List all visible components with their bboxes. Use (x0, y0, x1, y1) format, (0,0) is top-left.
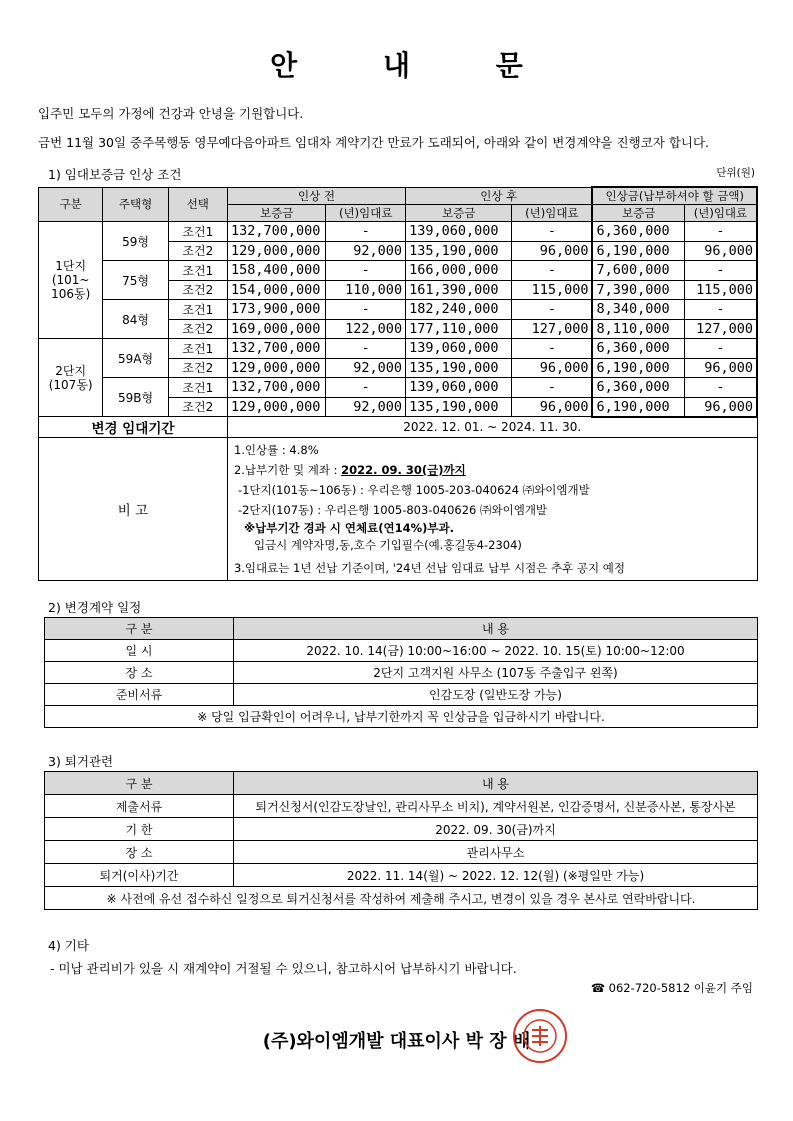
diff-rent: 96,000 (684, 241, 757, 261)
before-deposit: 169,000,000 (227, 319, 325, 339)
header-gubun: 구분 (39, 187, 103, 222)
header-after: 인상 후 (406, 187, 593, 205)
diff-deposit: 7,600,000 (592, 261, 684, 281)
schedule-note: ※ 당일 입금확인이 어려우니, 납부기한까지 꼭 인상금을 입금하시기 바랍니다. (45, 706, 758, 728)
condition-cell: 조건1 (168, 261, 227, 281)
after-deposit: 135,190,000 (406, 358, 512, 378)
house-type: 59A형 (103, 339, 168, 378)
remark-deadline-prefix: 2.납부기한 및 계좌 : (233, 463, 342, 477)
diff-rent: - (684, 300, 757, 320)
header-rent: (년)임대료 (326, 205, 406, 222)
after-rent: - (512, 300, 593, 320)
before-rent: 92,000 (326, 397, 406, 417)
diff-deposit: 6,190,000 (592, 241, 684, 261)
condition-cell: 조건2 (168, 280, 227, 300)
diff-rent: 96,000 (684, 397, 757, 417)
row-label: 일 시 (45, 640, 234, 662)
unit-label: 단위(원) (716, 167, 755, 179)
house-type: 84형 (103, 300, 168, 339)
after-rent: - (512, 261, 593, 281)
after-rent: 115,000 (512, 280, 593, 300)
after-rent: - (512, 378, 593, 398)
after-deposit: 182,240,000 (406, 300, 512, 320)
row-label: 퇴거(이사)기간 (45, 864, 234, 887)
before-deposit: 132,700,000 (227, 378, 325, 398)
before-deposit: 129,000,000 (227, 241, 325, 261)
after-rent: 96,000 (512, 358, 593, 378)
remark-late-fee (234, 520, 751, 536)
after-rent: 96,000 (512, 241, 593, 261)
after-deposit: 166,000,000 (406, 261, 512, 281)
section4-title: 4) 기타 (48, 938, 89, 953)
row-value: 인감도장 (일반도장 가능) (234, 684, 758, 706)
before-rent: 92,000 (326, 358, 406, 378)
before-rent: - (326, 378, 406, 398)
diff-deposit: 8,110,000 (592, 319, 684, 339)
remarks-content (227, 438, 757, 581)
row-value: 퇴거신청서(인감도장날인, 관리사무소 비치), 계약서원본, 인감증명서, 신분증사본, 통장사본 (234, 795, 758, 818)
group-name: 2단지 (107동) (39, 339, 103, 417)
section2-title: 2) 변경계약 일정 (48, 600, 142, 615)
intro-line-1: 입주민 모두의 가정에 건강과 안녕을 기원합니다. (38, 106, 304, 121)
intro-line-2: 금번 11월 30일 중주목행동 영무예다음아파트 임대차 계약기간 만료가 도래되어, 아래와 같이 변경계약을 진행코자 합니다. (38, 135, 710, 150)
table-row (39, 261, 758, 281)
schedule-header-content: 내 용 (234, 618, 758, 640)
row-value: 2022. 10. 14(금) 10:00~16:00 ~ 2022. 10. 15(토) 10:00~12:00 (234, 640, 758, 662)
remark-deadline-date: 2022. 09. 30(금)까지 (341, 463, 466, 477)
condition-cell: 조건1 (168, 378, 227, 398)
after-deposit: 139,060,000 (406, 339, 512, 359)
row-label: 준비서류 (45, 684, 234, 706)
before-rent: - (326, 261, 406, 281)
header-diff: 인상금(납부하셔야 할 금액) (592, 187, 757, 205)
table-row (45, 841, 758, 864)
row-value: 2022. 09. 30(금)까지 (234, 818, 758, 841)
condition-cell: 조건2 (168, 241, 227, 261)
header-deposit: 보증금 (406, 205, 512, 222)
moveout-header-content: 내 용 (234, 772, 758, 795)
after-rent: 96,000 (512, 397, 593, 417)
before-deposit: 158,400,000 (227, 261, 325, 281)
row-label: 장 소 (45, 841, 234, 864)
signature: (주)와이엠개발 대표이사 박 장 배 (262, 1031, 531, 1052)
row-value: 2단지 고객지원 사무소 (107동 주출입구 왼쪽) (234, 662, 758, 684)
table-row (39, 378, 758, 398)
table-row (45, 864, 758, 887)
condition-cell: 조건1 (168, 339, 227, 359)
before-deposit: 132,700,000 (227, 339, 325, 359)
before-deposit: 129,000,000 (227, 358, 325, 378)
after-rent: - (512, 339, 593, 359)
row-value: 관리사무소 (234, 841, 758, 864)
table-row (45, 662, 758, 684)
condition-cell: 조건2 (168, 358, 227, 378)
condition-cell: 조건2 (168, 397, 227, 417)
diff-rent: - (684, 378, 757, 398)
period-value: 2022. 12. 01. ~ 2024. 11. 30. (227, 417, 757, 438)
after-deposit: 139,060,000 (406, 222, 512, 242)
moveout-header-gubun: 구 분 (45, 772, 234, 795)
remark-late-fee-text: ※납부기간 경과 시 연체료(연14%)부과. (243, 521, 454, 535)
row-label: 기 한 (45, 818, 234, 841)
row-value: 2022. 11. 14(월) ~ 2022. 12. 12(월) (※평일만 가능) (234, 864, 758, 887)
after-deposit: 139,060,000 (406, 378, 512, 398)
remark-deadline (234, 460, 751, 480)
table-row (45, 795, 758, 818)
before-rent: 110,000 (326, 280, 406, 300)
diff-rent: 115,000 (684, 280, 757, 300)
schedule-header-gubun: 구 분 (45, 618, 234, 640)
before-deposit: 132,700,000 (227, 222, 325, 242)
condition-cell: 조건1 (168, 300, 227, 320)
before-rent: - (326, 222, 406, 242)
remark-account-2: -2단지(107동) : 우리은행 1005-803-040626 ㈜와이엠개발 (237, 503, 548, 517)
table-row (45, 684, 758, 706)
diff-rent: - (684, 222, 757, 242)
period-label: 변경 임대기간 (39, 417, 228, 438)
etc-text: - 미납 관리비가 있을 시 재계약이 거절될 수 있으니, 참고하시어 납부하시기 바랍니다. (50, 961, 517, 976)
remark-rate: 1.인상률 : 4.8% (233, 443, 319, 457)
section3-title: 3) 퇴거관련 (48, 754, 114, 769)
before-rent: - (326, 300, 406, 320)
condition-cell: 조건1 (168, 222, 227, 242)
diff-deposit: 6,190,000 (592, 358, 684, 378)
remark-rent-note: 3.임대료는 1년 선납 기준이며, '24년 선납 임대료 납부 시점은 추후 공지 예정 (233, 561, 625, 575)
table-row (45, 818, 758, 841)
row-label: 제출서류 (45, 795, 234, 818)
house-type: 75형 (103, 261, 168, 300)
schedule-table (44, 617, 758, 728)
header-select: 선택 (168, 187, 227, 222)
remark-deposit-note: 입금시 계약자명,동,호수 기입필수(예.홍길동4-2304) (253, 538, 522, 552)
before-rent: 92,000 (326, 241, 406, 261)
header-deposit: 보증금 (227, 205, 325, 222)
diff-rent: - (684, 261, 757, 281)
remarks-label: 비 고 (39, 438, 228, 581)
diff-deposit: 6,190,000 (592, 397, 684, 417)
after-rent: 127,000 (512, 319, 593, 339)
diff-rent: 96,000 (684, 358, 757, 378)
after-deposit: 135,190,000 (406, 241, 512, 261)
after-deposit: 161,390,000 (406, 280, 512, 300)
before-rent: 122,000 (326, 319, 406, 339)
header-type: 주택형 (103, 187, 168, 222)
diff-deposit: 6,360,000 (592, 222, 684, 242)
header-rent: (년)임대료 (684, 205, 757, 222)
diff-deposit: 6,360,000 (592, 378, 684, 398)
before-rent: - (326, 339, 406, 359)
section1-title: 1) 임대보증금 인상 조건 (48, 167, 182, 182)
diff-rent: 127,000 (684, 319, 757, 339)
moveout-note: ※ 사전에 유선 접수하신 일정으로 퇴거신청서를 작성하여 제출해 주시고, 변경이 있을 경우 본사로 연락바랍니다. (45, 887, 758, 910)
moveout-table (44, 771, 758, 910)
table-row (39, 222, 758, 242)
table-row (39, 339, 758, 359)
header-before: 인상 전 (227, 187, 405, 205)
remark-account-1: -1단지(101동~106동) : 우리은행 1005-203-040624 ㈜와이엠개발 (237, 483, 590, 497)
after-deposit: 177,110,000 (406, 319, 512, 339)
page-title: 안 내 문 (270, 49, 561, 82)
diff-deposit: 8,340,000 (592, 300, 684, 320)
diff-deposit: 7,390,000 (592, 280, 684, 300)
contact-info: ☎ 062-720-5812 이윤기 주임 (590, 981, 753, 995)
table-row (45, 640, 758, 662)
row-label: 장 소 (45, 662, 234, 684)
diff-rent: - (684, 339, 757, 359)
before-deposit: 173,900,000 (227, 300, 325, 320)
group-name: 1단지 (101~ 106동) (39, 222, 103, 339)
after-deposit: 135,190,000 (406, 397, 512, 417)
after-rent: - (512, 222, 593, 242)
header-deposit: 보증금 (592, 205, 684, 222)
table-row (39, 300, 758, 320)
before-deposit: 154,000,000 (227, 280, 325, 300)
diff-deposit: 6,360,000 (592, 339, 684, 359)
deposit-table (38, 186, 758, 581)
company-seal-icon (512, 1008, 568, 1064)
condition-cell: 조건2 (168, 319, 227, 339)
house-type: 59B형 (103, 378, 168, 417)
before-deposit: 129,000,000 (227, 397, 325, 417)
header-rent: (년)임대료 (512, 205, 593, 222)
house-type: 59형 (103, 222, 168, 261)
